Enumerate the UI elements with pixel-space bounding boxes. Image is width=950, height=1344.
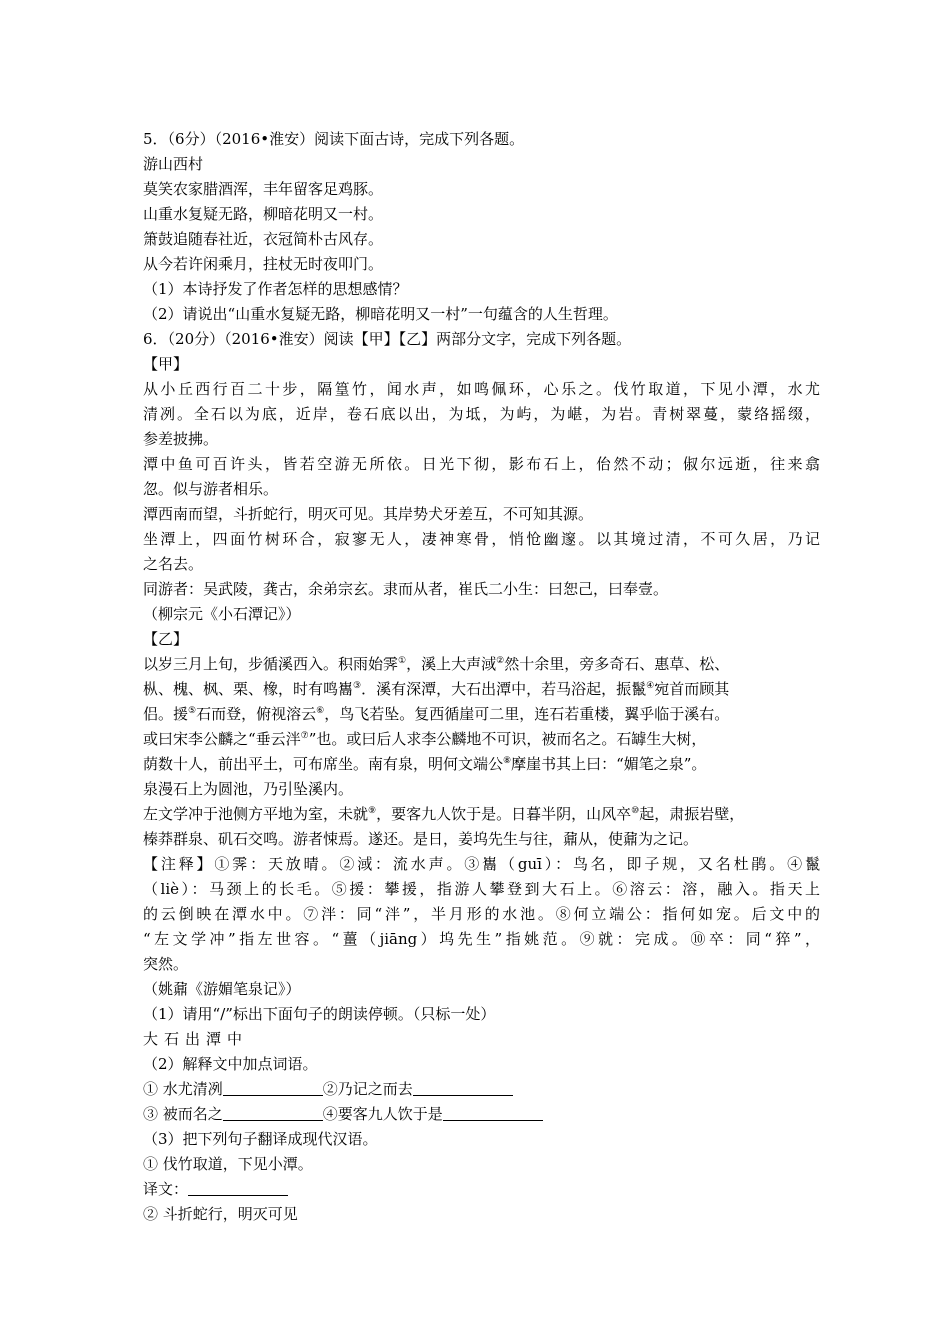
jia-text-line: 同游者：吴武陵，龚古，余弟宗玄。隶而从者，崔氏二小生：曰恕己，曰奉壹。: [143, 580, 669, 598]
poem-line: 山重水复疑无路，柳暗花明又一村。: [143, 205, 384, 223]
yi-text: 枞、槐、枫、栗、橡，时有鸣巂: [143, 680, 354, 698]
yi-text-line: [143, 727, 820, 752]
yi-text-line: 泉漫石上为圆池，乃引坠溪内。: [143, 780, 354, 798]
yi-text: ，鸟飞若坠。复西循崖可二里，连石若重楼，翼乎临于溪右。: [324, 705, 730, 723]
translation-label: 译文：: [143, 1180, 189, 1198]
jia-text-line: 从小丘西行百二十步，隔篁竹，闻水声，如鸣佩环，心乐之。伐竹取道，下见小潭，水尤: [143, 380, 820, 398]
jia-text-line: 忽。似与游者相乐。: [143, 480, 279, 498]
yi-text: 荫数十人，前出平土，可布席坐。南有泉，明何文端公: [143, 755, 504, 773]
answer-blank[interactable]: [443, 1105, 543, 1121]
yi-text: 或曰宋李公麟之“垂云泮: [143, 730, 301, 748]
yi-text: 摩崖书其上曰：“媚笔之泉”。: [511, 755, 707, 773]
answer-blank[interactable]: [223, 1105, 323, 1121]
footnote-marker: ⑤: [188, 706, 197, 716]
q6-header: 6．（20分）（2016•淮安）阅读【甲】【乙】两部分文字，完成下列各题。: [143, 330, 632, 348]
jia-text-line: 潭西南而望，斗折蛇行，明灭可见。其岸势犬牙差互，不可知其源。: [143, 505, 594, 523]
yi-text: 宛首而顾其: [654, 680, 730, 698]
footnote-marker: ⑧: [503, 756, 512, 766]
sub-question-3: （3）把下列句子翻译成现代汉语。: [143, 1130, 378, 1148]
translate-sentence-2: ② 斗折蛇行，明灭可见: [143, 1205, 298, 1223]
poem-title: 游山西村: [143, 155, 204, 173]
yi-source: （姚鼐《游媚笔泉记》）: [143, 980, 301, 998]
jia-text-line: 参差披拂。: [143, 430, 219, 448]
q5-question-1: （1）本诗抒发了作者怎样的思想感情？: [143, 280, 408, 298]
yi-text: 石而登，俯视溶云: [196, 705, 317, 723]
answer-blank[interactable]: [413, 1080, 513, 1096]
notes-line: 突然。: [143, 955, 189, 973]
notes-line: “左文学冲”指左世容。“薑（jiāng）坞先生”指姚范。⑨就：完成。⑩卒：同“猝”，: [143, 930, 820, 948]
answer-blank[interactable]: [223, 1080, 323, 1096]
footnote-marker: ②: [496, 656, 505, 666]
footnote-marker: ⑦: [300, 731, 309, 741]
translation-row: [143, 1177, 820, 1202]
footnote-marker: ④: [646, 681, 655, 691]
footnote-marker: ⑩: [631, 806, 640, 816]
notes-line: 的云倒映在潭水中。⑦泮：同“泮”，半月形的水池。⑧何立端公：指何如宠。后文中的: [143, 905, 820, 923]
item-label: ① 水尤清冽: [143, 1080, 223, 1098]
notes-line: 【注释】①霁：天放晴。②淢：流水声。③巂（guī）：鸟名，即子规，又名杜鹃。④鬣: [143, 855, 820, 873]
footnote-marker: ①: [398, 656, 407, 666]
pause-sentence: 大石出潭中: [143, 1030, 249, 1048]
yi-label: 【乙】: [143, 630, 189, 648]
jia-text-line: 潭中鱼可百许头，皆若空游无所依。日光下彻，影布石上，佁然不动；俶尔远逝，往来翕: [143, 455, 820, 473]
yi-text: ，要客九人饮于是。日暮半阴，山风卒: [376, 805, 632, 823]
jia-text-line: 之名去。: [143, 555, 204, 573]
poem-line: 莫笑农家腊酒浑，丰年留客足鸡豚。: [143, 180, 384, 198]
footnote-marker: ⑨: [368, 806, 377, 816]
yi-text-line: [143, 752, 820, 777]
yi-text-line: 榛莽群泉、矶石交鸣。游者悚焉。遂还。是日，姜坞先生与往，鼐从，使鼐为之记。: [143, 830, 699, 848]
yi-text: 然十余里，旁多奇石、惠草、松、: [504, 655, 730, 673]
item-label: ④要客九人饮于是: [322, 1105, 443, 1123]
notes-line: （liè）：马颈上的长毛。⑤援：攀援，指游人攀登到大石上。⑥溶云：溶，融入。指天上: [143, 880, 820, 898]
yi-text: ”也。或曰后人求李公麟地不可识，被而名之。石罅生大树，: [308, 730, 707, 748]
q5-header: 5．（6分）（2016•淮安）阅读下面古诗，完成下列各题。: [143, 130, 525, 148]
answer-row: [143, 1077, 820, 1102]
yi-text: ．溪有深潭，大石出潭中，若马浴起，振鬣: [361, 680, 647, 698]
yi-text-line: [143, 702, 820, 727]
translate-sentence-1: ① 伐竹取道，下见小潭。: [143, 1155, 313, 1173]
translation-blank[interactable]: [188, 1180, 288, 1196]
jia-text-line: 清冽。全石以为底，近岸，卷石底以出，为坻，为屿，为嵁，为岩。青树翠蔓，蒙络摇缀，: [143, 405, 820, 423]
jia-label: 【甲】: [143, 355, 189, 373]
item-label: ③ 被而名之: [143, 1105, 223, 1123]
footnote-marker: ⑥: [316, 706, 325, 716]
poem-line: 箫鼓追随春社近，衣冠简朴古风存。: [143, 230, 384, 248]
jia-source: （柳宗元《小石潭记》）: [143, 605, 301, 623]
sub-question-1: （1）请用“/”标出下面句子的朗读停顿。（只标一处）: [143, 1005, 496, 1023]
yi-text-line: [143, 652, 820, 677]
poem-line: 从今若许闲乘月，拄杖无时夜叩门。: [143, 255, 384, 273]
yi-text: 侣。援: [143, 705, 189, 723]
answer-row: [143, 1102, 820, 1127]
yi-text: 起，肃振岩壁，: [639, 805, 745, 823]
item-label: ②乃记之而去: [322, 1080, 413, 1098]
q5-question-2: （2）请说出“山重水复疑无路，柳暗花明又一村”一句蕴含的人生哲理。: [143, 305, 618, 323]
yi-text: ，溪上大声淢: [406, 655, 497, 673]
yi-text: 以岁三月上旬，步循溪西入。积雨始霁: [143, 655, 399, 673]
jia-text-line: 坐潭上，四面竹树环合，寂寥无人，凄神寒骨，悄怆幽邃。以其境过清，不可久居，乃记: [143, 530, 820, 548]
yi-text-line: [143, 802, 820, 827]
yi-text-line: [143, 677, 820, 702]
sub-question-2: （2）解释文中加点词语。: [143, 1055, 318, 1073]
yi-text: 左文学冲于池侧方平地为室，未就: [143, 805, 369, 823]
footnote-marker: ③: [353, 681, 362, 691]
